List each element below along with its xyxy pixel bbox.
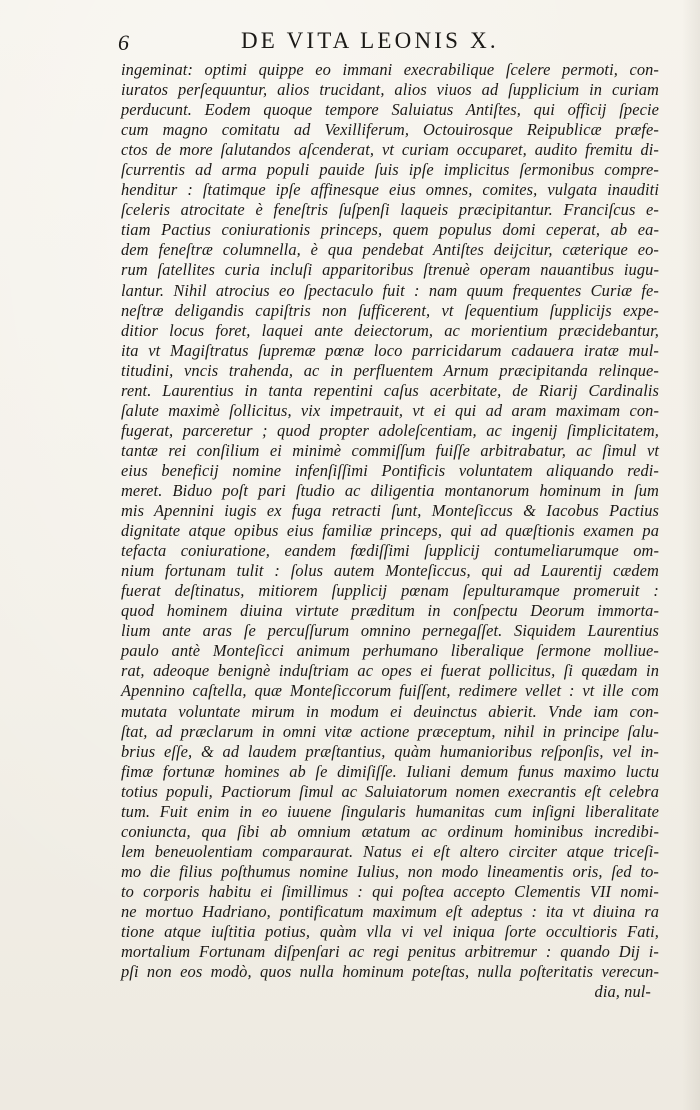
text-line: ſtat, ad præclarum in omni vitæ actione præceptum, nihil in principe ſalu-: [121, 721, 659, 741]
text-line: lantur. Nihil atrocius eo ſpectaculo fuit : nam quum frequentes Curiæ fe-: [121, 280, 659, 300]
text-line: tum. Fuit enim in eo iuuene ſingularis humanitas cum inſigni liberalitate: [121, 801, 659, 821]
text-line: henditur : ſtatimque ipſe affinesque eius omnes, comites, vulgata inauditi: [121, 180, 659, 200]
text-line: iuratos perſequuntur, alios trucidant, alios viuos ad ſupplicium in curiam: [121, 80, 659, 100]
text-line: ne mortuo Hadriano, pontificatum maximum eſt adeptus : ita vt diuina ra: [121, 901, 659, 921]
text-line: fuerat deſtinatus, mitiorem ſupplicij pœnam ſepulturamque promeruit :: [121, 581, 659, 601]
text-line: totius populi, Pactiorum ſimul ac Saluiatorum nomen execrantis eſt celebra: [121, 781, 659, 801]
text-line: Apennino caſtella, quæ Monteſiccorum fuiſſent, redimere vellet : vt ille com: [121, 681, 659, 701]
text-line: fugerat, parceretur ; quod propter adoleſcentiam, ac ingenij ſimplicitatem,: [121, 420, 659, 440]
text-line: ita vt Magiſtratus ſupremæ pœnæ loco parricidarum cadauera iratæ mul-: [121, 340, 659, 360]
text-line: coniuncta, qua ſibi ab omnium ætatum ac ordinum hominibus incredibi-: [121, 821, 659, 841]
text-line: ctos de more ſalutandos aſcenderat, vt curiam occuparet, audito fremitu di-: [121, 140, 659, 160]
text-line: tefacta coniuratione, eandem fœdiſſimi ſupplicij contumeliarumque om-: [121, 541, 659, 561]
text-line: lem beneuolentiam comparaurat. Natus ei eſt altero circiter atque triceſi-: [121, 841, 659, 861]
text-line: titudini, vncis trahenda, ac in perfluentem Arnum præcipitanda relinque-: [121, 360, 659, 380]
page-header: [118, 26, 588, 58]
text-line: rent. Laurentius in tanta repentini caſus acerbitate, de Riarij Cardinalis: [121, 380, 659, 400]
text-line: rum ſatellites curia incluſi apparitoribus ſtrenuè operam nauantibus iugu-: [121, 260, 659, 280]
text-line: brius eſſe, & ad laudem præſtantius, quàm humanioribus reſponſis, vel in-: [121, 741, 659, 761]
text-line: rat, adeoque benignè induſtriam ac opes ei fuerat pollicitus, ſi quædam in: [121, 661, 659, 681]
text-line: mis Apennini iugis ex fuga retracti ſunt, Monteſiccus & Iacobus Pactius: [121, 501, 659, 521]
text-line: nium fortunam tulit : ſolus autem Monteſiccus, qui ad Laurentij cædem: [121, 561, 659, 581]
text-line: tione atque iuſtitia potius, quàm vlla vi vel iniqua ſorte occultioris Fati,: [121, 922, 659, 942]
text-line: tantæ rei conſilium ei minimè commiſſum fuiſſe arbitrabatur, ac ſimul vt: [121, 440, 659, 460]
text-line: mortalium Fortunam diſpenſari ac regi penitus arbitremur : quando Dij i-: [121, 942, 659, 962]
text-line: mo die filius poſthumus nomine Iulius, non modo lineamentis oris, ſed to-: [121, 861, 659, 881]
page-number: 6: [118, 30, 129, 55]
text-line: mutata voluntate mirum in modum ei deuinctus abierit. Vnde iam con-: [121, 701, 659, 721]
text-line: dem feneſtræ columnella, è qua pendebat Antiſtes deijcitur, cæterique eo-: [121, 240, 659, 260]
text-line: fimæ fortunæ homines ab ſe dimiſiſſe. Iuliani demum funus maximo luctu: [121, 761, 659, 781]
text-line: cum magno comitatu ad Vexilliferum, Octouirosque Reipublicæ præfe-: [121, 120, 659, 140]
text-line: pſi non eos modò, quos nulla hominum poteſtas, nulla poſteritatis verecun-: [121, 962, 659, 982]
text-line: dignitate atque opibus eius familiæ princeps, qui ad quæſtionis examen pa: [121, 521, 659, 541]
catchword-line: dia, nul-: [594, 982, 651, 1002]
text-line: perducunt. Eodem quoque tempore Saluiatus Antiſtes, qui officij ſpecie: [121, 100, 659, 120]
text-line: ſalute maximè ſollicitus, vix impetrauit, vt ei qui ad aram maximam con-: [121, 400, 659, 420]
text-line: lium ante aras ſe percuſſurum omnino pernegaſſet. Siquidem Laurentius: [121, 621, 659, 641]
text-line: tiam Pactius coniurationis princeps, quem populus domi ceperat, ab ea-: [121, 220, 659, 240]
text-line: neſtræ deligandis capiſtris non ſufficerent, vt ſequentium ſupplicijs expe-: [121, 300, 659, 320]
text-line: ingeminat: optimi quippe eo immani execrabilique ſcelere permoti, con-: [121, 60, 659, 79]
text-line: ſcurrentis ad arma populi pauide ſuis ipſe implicitus ſermonibus compre-: [121, 160, 659, 180]
text-line: meret. Biduo poſt pari ſtudio ac diligentia montanorum hominum in ſum: [121, 480, 659, 500]
text-line: ſceleris atrocitate è feneſtris ſuſpenſi laqueis præcipitantur. Franciſcus e-: [121, 200, 659, 220]
text-line: quod hominem diuina virtute præditum in conſpectu Deorum immorta-: [121, 601, 659, 621]
text-line: paulo antè Monteſicci animum perhumano liberalique ſermone molliue-: [121, 641, 659, 661]
text-line: eius beneficij nomine infenſiſſimi Pontificis voluntatem aliquando redi-: [121, 460, 659, 480]
text-line: ditior locus foret, laquei ante deiectorum, ac morientium præcidebantur,: [121, 320, 659, 340]
page-edge-shadow: [682, 0, 700, 1110]
running-title: DE VITA LEONIS X.: [241, 28, 499, 53]
text-line: to corporis habitu ei ſimillimus : qui poſtea accepto Clementis VII nomi-: [121, 881, 659, 901]
body-text: [121, 60, 659, 1002]
